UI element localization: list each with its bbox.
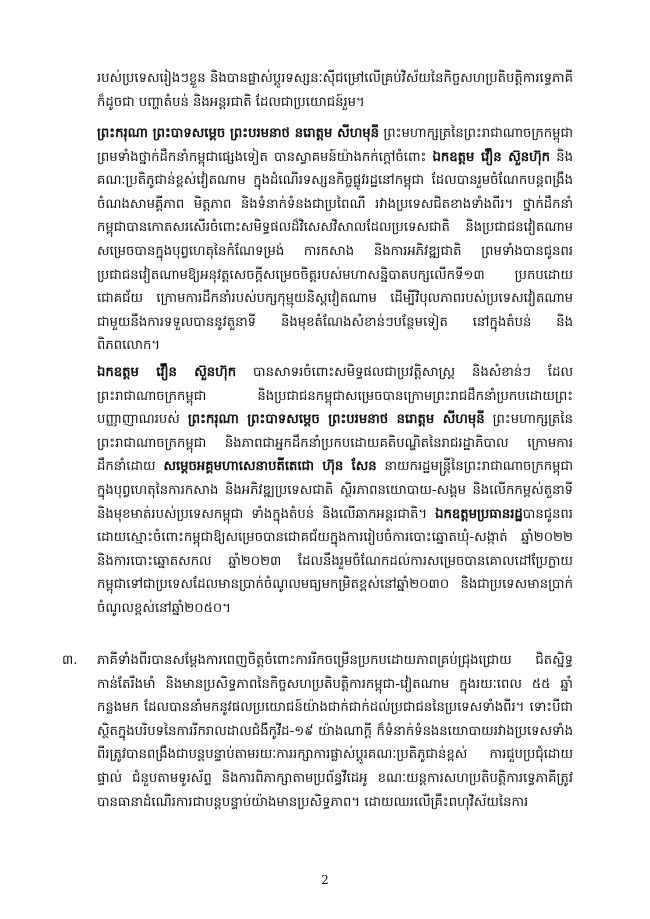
numbered-paragraph — [97, 649, 573, 814]
paragraph-text: នាយករដ្ឋមន្ត្រីនៃព្រះរាជាណាចក្រកម្ពុជា ក្នុងបុព្វហេតុនៃការកសាង និងអភិវឌ្ឍប្រទេសជាតិ ស្ថិរភាពនយោបាយ-សង្គម និងលើកកម្ពស់តួនាទី និងមុខមាត់របស់ប្រទេសកម្ពុជា ទាំងក្នុងតំបន់ និងលើឆាកអន្តរជាតិ។ — [97, 459, 573, 522]
paragraph-text: ព្រះមហាក្សត្រនៃព្រះរាជាណាចក្រកម្ពុជា និងភាពជាអ្នកដឹកនាំប្រកបដោយគតិបណ្ឌិតនៃរាជរដ្ឋាភិបាល ក្រោមការដឹកនាំដោយ — [97, 412, 573, 475]
prime-minister-name: សម្តេចអគ្គមហាសេនាបតីតេជោ ហ៊ុន សែន — [163, 459, 377, 475]
paragraph-text: របស់ប្រទេសរៀងៗខ្លួន និងបានផ្លាស់ប្តូរទស្សនៈស៊ីជម្រៅលើគ្រប់វិស័យនៃកិច្ចសហប្រតិបត្តិការទ្វេភាគី ក៏ដូចជា បញ្ហាតំបន់ និងអន្តរជាតិ ដែលជាប្រយោជន៍រួម។ — [97, 71, 573, 110]
paragraph-king-welcome — [97, 122, 573, 358]
paragraph-text: បានសាទរចំពោះសមិទ្ធផលជាប្រវត្តិសាស្រ្ត និងសំខាន់ៗ ដែលព្រះរាជាណាចក្រកម្ពុជា និងប្រជាជនកម្ពុជាសម្រេចបានក្រោមព្រះរាជដឹកនាំប្រកបដោយព្រះបញ្ញាញាណរបស់ — [97, 365, 573, 428]
paragraph-text: និងគណៈប្រតិភូជាន់ខ្ពស់វៀតណាម ក្នុងដំណើរទស្សនកិច្ចផ្លូវរដ្ឋនៅកម្ពុជា ដែលបានរួមចំណែកបន្តពង្រឹងចំណងសាមគ្គីភាព មិត្តភាព និងទំនាក់ទំនងជាប្រពៃណី រវាងប្រទេសជិតខាងទាំងពីរ។ ថ្នាក់ដឹកនាំកម្ពុជាបានកោតសរសើរចំពោះសមិទ្ធផលដ៏វិសេសវិសាលដែលប្រទេសជាតិ និងប្រជាជនវៀតណាមសម្រេចបានក្នុងបុព្វហេតុនៃកំណែទម្រង់ ការកសាង និងការអភិវឌ្ឍជាតិ ព្រមទាំងបានជូនពរប្រជាជនវៀតណាមឱ្យអនុវត្តសេចក្តីសម្រេចចិត្តរបស់មហាសន្និបាតបក្សលើកទី១៣ ប្រកបដោយជោគជ័យ ក្រោមការដឹកនាំរបស់បក្សកុម្មុយនិស្តវៀតណាម ដើម្បីវិបុលភាពរបស់ប្រទេសវៀតណាម ជាមួយនឹងការទទួលបាននូវតួនាទី និងមុខតំណែងសំខាន់ៗបន្ថែមទៀត នៅក្នុងតំបន់ និងពិភពលោក។ — [97, 149, 573, 354]
president-title: ឯកឧត្តមប្រធានរដ្ឋ — [435, 506, 523, 522]
king-title: ព្រះករុណា ព្រះបាទសម្តេច ព្រះបរមនាថ នរោត្តម សីហមុនី — [187, 412, 485, 428]
page-number: 2 — [321, 873, 329, 887]
list-number: ៣. — [62, 653, 78, 668]
paragraph-continuation — [97, 67, 573, 114]
paragraph-text: ព្រះមហាក្សត្រនៃព្រះរាជាណាចក្រកម្ពុជា ព្រមទាំងថ្នាក់ដឹកនាំកម្ពុជាផ្សេងទៀត បានស្វាគមន៍យ៉ាងកក់ក្តៅចំពោះ — [97, 126, 574, 165]
paragraph-text: ភាគីទាំងពីរបានសម្តែងការពេញចិត្តចំពោះការរីកចម្រើនប្រកបដោយភាពគ្រប់ជ្រុងជ្រោយ ជិតស្និទ្ធកាន់តែរឹងមាំ និងមានប្រសិទ្ធភាពនៃកិច្ចសហប្រតិបត្តិការកម្ពុជា-វៀតណាម ក្នុងរយៈពេល ៥៥ ឆ្នាំកន្លងមក ដែលបាននាំមកនូវផលប្រយោជន៍យ៉ាងជាក់ជាក់ដល់ប្រជាជននៃប្រទេសទាំងពីរ។ ទោះបីជាស្ថិតក្នុងបរិបទនៃការរីករាលដាលជំងឺកូវីដ-១៩ យ៉ាងណាក្តី ក៏ទំនាក់ទំនងនយោបាយរវាងប្រទេសទាំងពីរត្រូវបានពង្រឹងជាបន្តបន្ទាប់តាមរយៈការរក្សាការផ្លាស់ប្តូរគណៈប្រតិភូជាន់ខ្ពស់ ការជួបប្រជុំដោយផ្ទាល់ ជំនួបតាមទូរស័ព្ទ និងការពិភាក្សាតាមប្រព័ន្ធវីដេអូ ខណៈយន្តការសហប្រតិបត្តិការទ្វេភាគីត្រូវបានធានាដំណើរការជាបន្តបន្ទាប់យ៉ាងមានប្រសិទ្ធភាព។ ដោយឈរលើគ្រឹះពហុវិស័យនៃការ — [97, 653, 573, 810]
paragraph-text: បានជូនពរដោយស្មោះចំពោះកម្ពុជាឱ្យសម្រេចបានជោគជ័យក្នុងការរៀបចំការបោះឆ្នោតឃុំ-សង្កាត់ ឆ្នាំ២០២២ និងការបោះឆ្នោតសកល ឆ្នាំ២០២៣ ដែលនឹងរួមចំណែកដល់ការសម្រេចបានគោលដៅប្រែក្លាយកម្ពុជាទៅជាប្រទេសដែលមានប្រាក់ចំណូលមធ្យមកម្រិតខ្ពស់នៅឆ្នាំ២០៣០ និងជាប្រទេសមានប្រាក់ចំណូលខ្ពស់នៅឆ្នាំ២០៥០។ — [97, 506, 573, 616]
president-name: ឯកឧត្តម វ៉ឿន ស៊ួនហ៊ុក — [432, 149, 551, 165]
paragraph-president-remarks — [97, 361, 573, 621]
president-name: ឯកឧត្តម វ៉ឿន ស៊ួនហ៊ុក — [97, 365, 237, 380]
king-title: ព្រះករុណា ព្រះបាទសម្តេច ព្រះបរមនាថ នរោត្តម សីហមុនី — [97, 126, 379, 141]
